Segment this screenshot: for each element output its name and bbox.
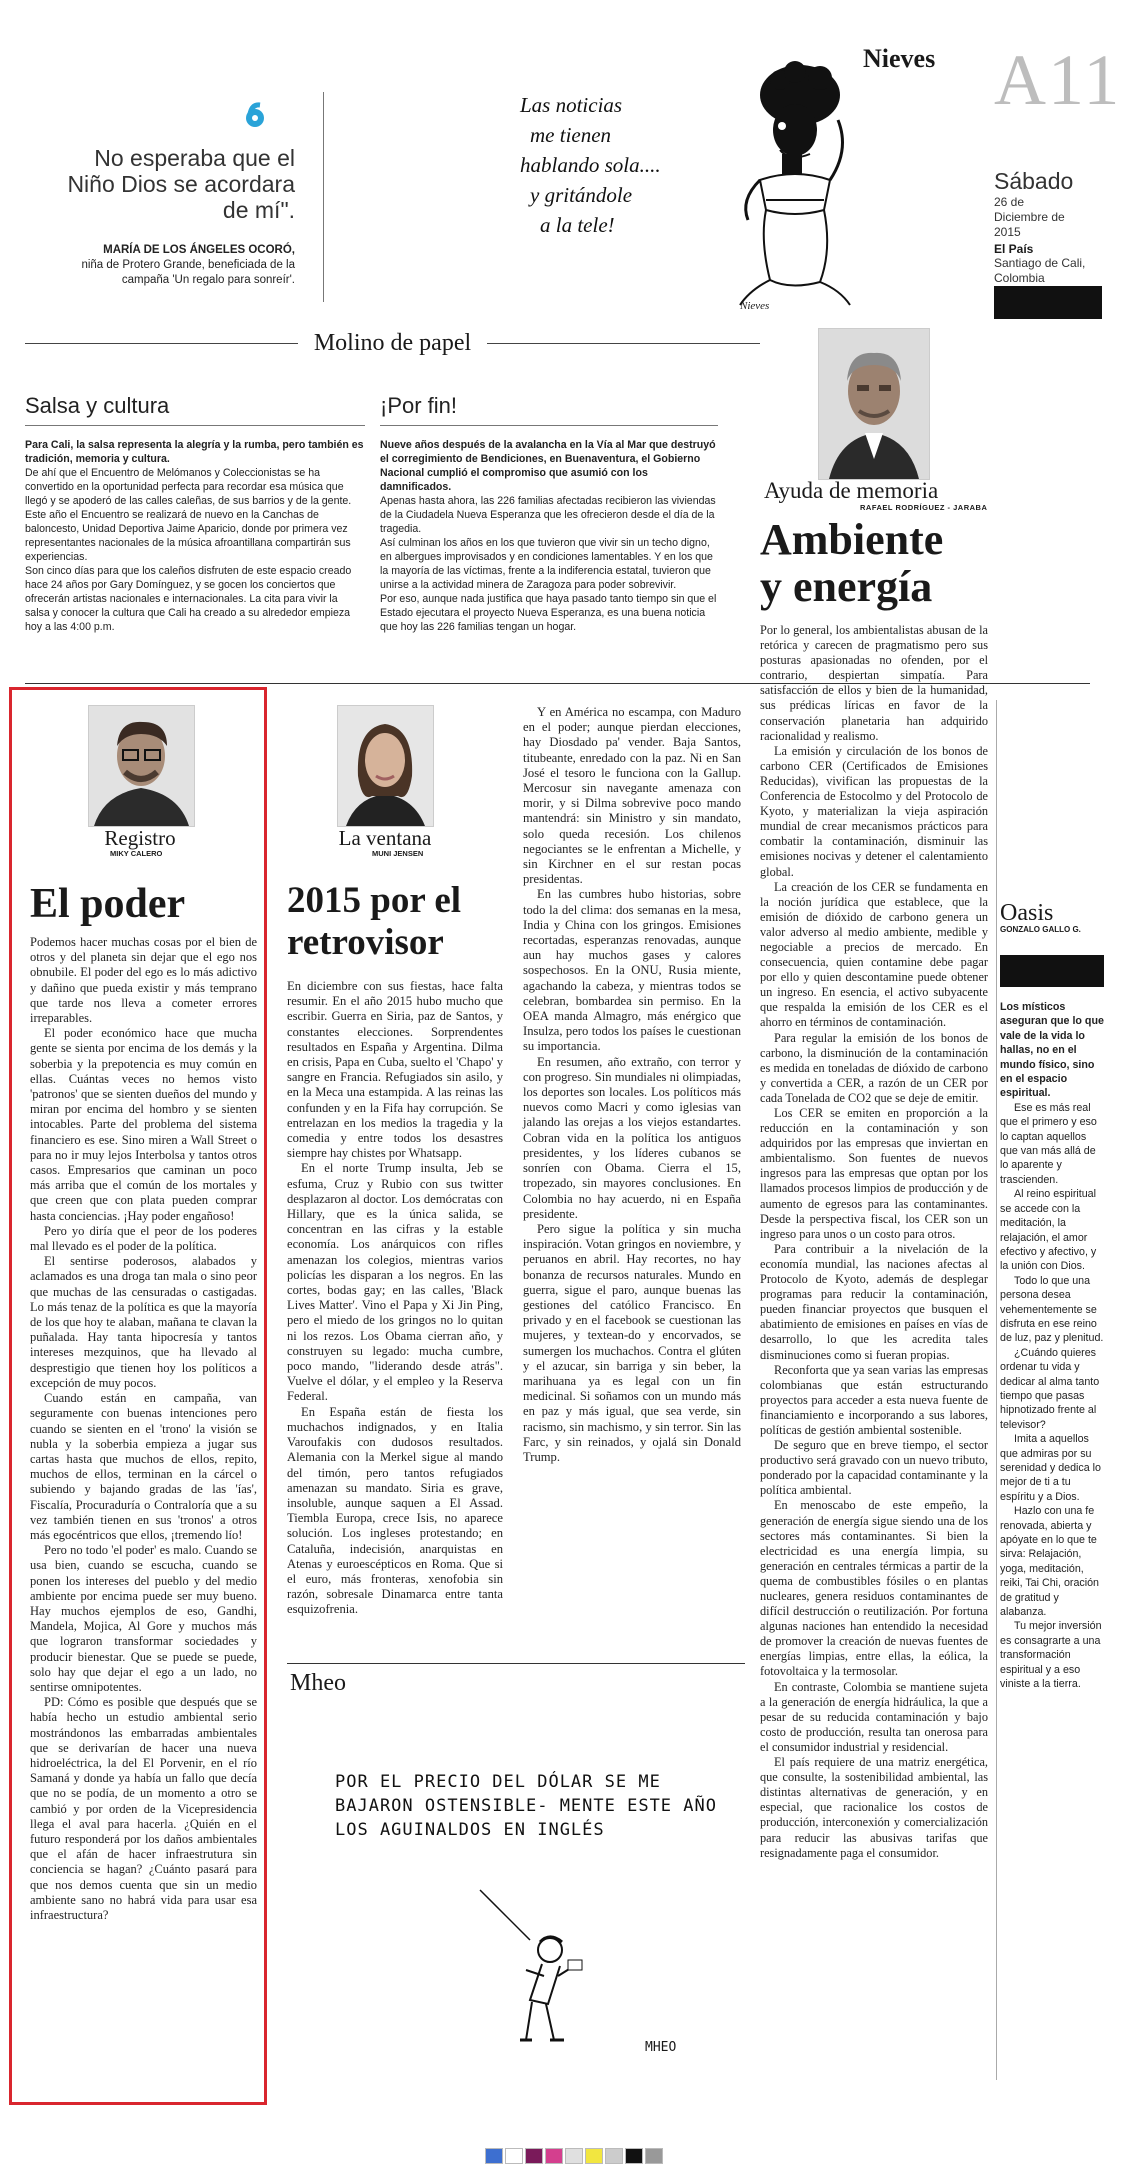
oasis-p5: Imita a aquellos que admiras por su serenidad y dedica lo mejor de ti a tu espíritu y a Dios. bbox=[1000, 1433, 1102, 1503]
registro-p4: El sentirse poderosos, alabados y aclamados es una droga tan mala o sino peor que muchas de las censuradas o castigadas. Lo más tenaz de la política es que la mayoría de los que hoy te alaban, mañana te clavan la puñalada. Hay tanta hipocresía y tantos intereses mezquinos, que ha llevado al desprestigio que tienen hoy los políticos a excepción de muy pocos. bbox=[30, 1254, 257, 1390]
ventana-author: MUNI JENSEN bbox=[372, 849, 424, 858]
mheo-rule bbox=[287, 1663, 745, 1664]
oasis-p2: Al reino espiritual se accede con la meditación, la relajación, el amor efectivo y afectivo, y la unión con Dios. bbox=[1000, 1188, 1097, 1273]
city: Santiago de Cali, Colombia bbox=[994, 256, 1086, 285]
mheo-title: Mheo bbox=[290, 1670, 346, 1696]
oasis-black-bar bbox=[1000, 955, 1104, 987]
ayuda-p7: Reconforta que ya sean varias las empresas colombianas que están estructurando proyectos para acceder a esta nueva fuente de financiamiento e incorporando a sus labores, políticas de gestión ambiental sostenible. bbox=[760, 1362, 988, 1437]
oasis-p7: Tu mejor inversión es consagrarte a una transformación espiritual y a eso viniste a la tierra. bbox=[1000, 1620, 1102, 1691]
ventana-body-col2 bbox=[523, 705, 741, 1465]
ventana-p5: En las cumbres hubo historias, sobre todo la del clima: dos semanas en la mesa, India y China con los gringos. Emisiones recortadas, esperanzas renovadas, aunque aun hay muchos gases y calores sospechosos. En la ONU, Rusia miente, agachando la cabeza, y mientras todos se celebran, bombardea sin permiso. En la OEA manda Almagro, más enérgico que Insulza, pero todos los países le cuestionan su importancia. bbox=[523, 887, 741, 1054]
ventana-body-col1 bbox=[287, 979, 503, 1618]
mheo-drawing bbox=[470, 1880, 650, 2060]
ayuda-p2: La emisión y circulación de los bonos de carbono CER (Certificados de Emisiones Reducidas), vivifican las propuestas de la Conferencia de Estocolmo y del Protocolo de Kyoto, y materializan la vieja aspiración mundial de crear mecanismos prácticos para combatir la contaminación, disminuir las emisiones nocivas y detener el calentamiento global. bbox=[760, 743, 988, 879]
quote-attribution bbox=[60, 243, 295, 288]
registro-title: El poder bbox=[30, 881, 186, 927]
cartoon-line-1: Las noticias bbox=[520, 93, 623, 117]
salsa-lead: Para Cali, la salsa representa la alegría y la rumba, pero también es tradición, memoria y cultura. bbox=[25, 439, 364, 465]
ventana-p6: En resumen, año extraño, con terror y con progreso. Sin mundiales ni olimpiadas, los deportes son locales. Los políticos más nuevos como Macri y como iglesias van jalando las orejas a los viejos estandartes. Cobran vida en la política los antiguos presidentes, y los líderes cubanos se sonríen con Obama. Cierra el 15, tropezado, sin mayores conclusiones. En Colombia no hay acuerdo, ni en España presidente. bbox=[523, 1054, 741, 1221]
ayuda-p6: Para contribuir a la nivelación de la economía mundial, las naciones afectas al Protocolo de Kyoto, además de desplegar programas para reducir la contaminación, pueden financiar proyectos que busquen el abatimiento de emisiones en países en vías de desarrollo, lo que les acredita tales disminuciones como si fueran propias. bbox=[760, 1241, 988, 1362]
ventana-p2: En el norte Trump insulta, Jeb se esfuma, Cruz y Rubio con sus twitter desplazaron al doctor. Los demócratas con Hillary, que es la única salida, se concentran en las cifras y la estable economía. Los anárquicos con rifles amenazan los colegios, mientras varios policías les disparan a los negros. En las cortes, bodas gay; en las calles, 'Black Lives Matter'. Vino el Papa y Xi Jin Ping, pero el miedo de los gringos no lo quitan ni los rezos. Los Obama cierran año, y construyen su legado: mucha cumbre, poco mando, "liderando desde atrás". Vuelve el dólar, y el empleo y la Reserva Federal. bbox=[287, 1161, 503, 1404]
oasis-p4: ¿Cuándo quieres ordenar tu vida y dedicar al alma tanto tiempo que pasas hipnotizado frente al televisor? bbox=[1000, 1346, 1100, 1431]
porfin-p3: Por eso, aunque nada justifica que haya pasado tanto tiempo sin que el Estado ejecutara el proyecto Nueva Esperanza, es una buena noticia que hoy las 226 familias tengan un hogar. bbox=[380, 593, 717, 633]
registro-author: MIKY CALERO bbox=[110, 849, 163, 858]
weekday: Sábado bbox=[994, 168, 1074, 194]
porfin-lead: Nueve años después de la avalancha en la Vía al Mar que destruyó el corregimiento de Bendiciones, en Buenaventura, el Gobierno Nacional cumplió el compromiso que asumió con los damnificados. bbox=[380, 439, 716, 493]
ventana-p3: En España están de fiesta los muchachos indignados, y en Italia Varoufakis con dudosos resultados. Alemania con la Merkel sigue al mando del timón, pero tantos refugiados amenazan su mandato. Siria es grave, insoluble, aunque saquen a El Assad. Tiembla Europa, crece Isis, no aparece solución. Los ingleses protestando; en Cataluña, indecisión, anarquistas en Atenas y euroescépticos en Roma. Que si el euro, más fronteras, xenofobia sin razón, sobresale Dinamarca entre tanta esquizofrenia. bbox=[287, 1404, 503, 1617]
masthead-divider bbox=[323, 92, 324, 302]
oasis-author: GONZALO GALLO G. bbox=[1000, 925, 1081, 934]
color-bar-swatch bbox=[565, 2148, 583, 2164]
salsa-title: Salsa y cultura bbox=[25, 393, 365, 426]
mheo-signature: MHEO bbox=[645, 2040, 677, 2055]
registro-column: Registro bbox=[104, 826, 176, 850]
salsa-p3: Son cinco días para que los caleños disfruten de este espacio creado hace 24 años por Gary Domínguez, y se gocen los conciertos que ofrecerán artistas nacionales e internacionales. La cita para vivir la salsa y conocer la cultura que Cali ha creado a su alrededor empieza hoy a las 4:00 p.m. bbox=[25, 565, 352, 633]
salsa-section bbox=[25, 393, 365, 634]
dateline bbox=[994, 168, 1114, 286]
oasis-p1: Ese es más real que el primero y eso lo captan aquellos que van más allá de lo aparente y trascienden. bbox=[1000, 1101, 1097, 1186]
cartoon-handwriting bbox=[520, 90, 710, 240]
molino-header bbox=[25, 330, 760, 357]
color-bar-swatch bbox=[645, 2148, 663, 2164]
color-bar-swatch bbox=[605, 2148, 623, 2164]
ayuda-p3: La creación de los CER se fundamenta en la noción jurídica que establece, que la emisión de dióxido de carbono genera un valor adverso al medio ambiente, medible y negociable a precios de mercado. En consecuencia, quien contamine debe pagar por ello y quien descontamine puede obtener un ingreso. En esencia, el activo subyacente que respalda la emisión de los CER es el ahorro en términos de contaminación. bbox=[760, 879, 988, 1030]
registro-author-photo bbox=[88, 705, 195, 827]
registro-p2: El poder económico hace que mucha gente se sienta por encima de los demás y la soberbia y la prepotencia es muy común en ellas. Cuántas veces no hemos visto 'patronos' que se sienten dueños del mundo y miran por encima del hombro y se sienten intocables. Parte del problema del sistema financiero es ese. Sino miren a Wall Street o para no ir muy lejos Interbolsa y tantos otros casos. Empresarios que caminan un poco más arriba que el común de los mortales y que creen que con plata pueden comprar hasta conciencias. ¡Hay poder engañoso! bbox=[30, 1026, 257, 1223]
ayuda-body bbox=[760, 623, 988, 1861]
page-number: A11 bbox=[994, 40, 1122, 120]
ayuda-author-photo bbox=[818, 328, 930, 480]
ayuda-author: RAFAEL RODRÍGUEZ - JARABA bbox=[860, 503, 988, 512]
oasis-p6: Hazlo con una fe renovada, abierta y apóyate en lo que te sirva: Relajación, yoga, meditación, reiki, Tai Chi, oración de gratitud y alabanza. bbox=[1000, 1505, 1099, 1619]
molino-title: Molino de papel bbox=[298, 330, 487, 356]
ayuda-p5: Los CER se emiten en proporción a la reducción en la contaminación y son adquiridos por las empresas que inviertan en ambientalismo. Son fuentes de nuevos ingresos para las empresas que optan por los llamados procesos limpios de producción y de aumento de egresos para las contaminantes. Desde la perspectiva fiscal, los CER son un ingreso para unos o un costo para otros. bbox=[760, 1106, 988, 1241]
oasis-column: Oasis bbox=[1000, 900, 1054, 926]
salsa-p1: De ahí que el Encuentro de Melómanos y Coleccionistas se ha convertido en la oportunidad perfecta para recordar esa música que llegó y se apoderó de las calles caleñas, de sus barrios y de la gente. bbox=[25, 467, 352, 507]
porfin-section bbox=[380, 393, 718, 634]
cartoon-line-2: me tienen bbox=[530, 123, 612, 147]
oasis-lead: Los místicos aseguran que lo que vale de la vida lo hallas, no en el mundo físico, sino en el espacio espiritual. bbox=[1000, 1001, 1104, 1100]
date: 26 de Diciembre de 2015 bbox=[994, 195, 1065, 239]
registro-p7: PD: Cómo es posible que después que se había hecho un estudio ambiental serio mostrándonos las embarradas ambientales que se derivarían de hacer una nueva hidroeléctrica, la del El Porvenir, en el río Samaná y donde ya había un fallo que decía que no se podía, de un momento a otro se cambió y por orden de la Vicepresidencia llega el aval para hacerla. ¿Quién en el futuro responderá por los daños ambientales que el afán de hacer infraestrutura sin conciencia se hagan? ¿Cuánto pasará para que nos demos cuenta que sin un medio ambiente sano no habrá vida para usar esa infraestructura? bbox=[30, 1695, 257, 1922]
ventana-author-photo bbox=[337, 705, 434, 827]
color-bar-swatch bbox=[525, 2148, 543, 2164]
porfin-p2: Así culminan los años en los que tuvieron que vivir sin un techo digno, en albergues improvisados y en condiciones lamentables. Y en los que la mayoría de las víctimas, frente a la indiferencia estatal, tuvieron que unirse a la actividad minera de Zaragoza para poder sobrevivir. bbox=[380, 537, 713, 591]
registro-p6: Pero no todo 'el poder' es malo. Cuando se usa bien, cuando se escucha, cuando se ponen los intereses del pueblo y del medio ambiente por encima puede ser muy bueno. Hay muchos ejemplos de eso, Gandhi, Mandela, Mojica, Al Gore y muchos más que lograron transformar sociedades y producir bienestar. Que se puede se puede, solo hay que dejar el ego a un lado, no sentirse omnipotentes. bbox=[30, 1543, 257, 1694]
salsa-p2: Este año el Encuentro se realizará de nuevo en la Canchas de baloncesto, Unidad Deportiva Jaime Aparicio, donde por primera vez representantes nacionales de la música afroantillana compartirán sus experiencias. bbox=[25, 509, 351, 563]
ayuda-p9: En menoscabo de este empeño, la generación de energía sigue siendo una de los sectores más contaminantes. Si bien la electricidad es una energía limpia, su generación en centrales térmicas a partir de la quema de combustibles fósiles o en plantas nucleares, genera residuos contaminantes de difícil destrucción o reutilización. Por fortuna algunas naciones han entendido la necesidad de promover la creación de nuevas fuentes de energías limpias, entre ellas, la eólica, la fotovoltaica y la termosolar. bbox=[760, 1498, 988, 1679]
ayuda-p11: El país requiere de una matriz energética, que consulte, la sostenibilidad ambiental, las distintas alternativas de generación, y en especial, que racionalice los costos de producción, interconexión y comercialización para reducir las abusivas tarifas que resignadamente paga el consumidor. bbox=[760, 1755, 988, 1860]
ventana-p7: Pero sigue la política y sin mucha inspiración. Votan gringos en noviembre, y peruanos en abril. Hay recortes, no hay bonanza de recursos naturales. Mundo en guerra, sigue el paro, aunque buenas las gestiones del católico Francisco. En privado y en el facebook se cuestionan las mujeres, y textean-do y encorvados, se sumergen los muchachos. Contra el glúten y el azucar, sin barriga y sin beber, la marihuana ya es legal con un fin medicinal. Si soñamos con un mundo más en paz y más igual, que sea verde, sin racismo, sin machismo, y sin terror. Sin las Farc, y sin reinados, y ojalá sin Donald Trump. bbox=[523, 1221, 741, 1464]
cartoon-line-3: hablando sola.... bbox=[520, 153, 661, 177]
registro-p1: Podemos hacer muchas cosas por el bien de otros y del planeta sin dejar que el ego nos obnubile. El poder del ego es lo más adictivo y dañino que pueda existir y más temprano que tarde nos lleva a cometer errores irreparables. bbox=[30, 935, 257, 1026]
registro-p3: Pero yo diría que el peor de los poderes mal llevado es el poder de la política. bbox=[30, 1223, 257, 1254]
color-bar-swatch bbox=[625, 2148, 643, 2164]
mheo-caption: POR EL PRECIO DEL DÓLAR SE ME BAJARON OSTENSIBLE- MENTE ESTE AÑO LOS AGUINALDOS EN INGLÉS bbox=[335, 1772, 717, 1840]
section-name: Nieves bbox=[863, 44, 936, 73]
cartoon-line-4: y gritándole bbox=[530, 183, 633, 207]
quote-icon bbox=[240, 100, 270, 130]
ayuda-title: Ambiente y energía bbox=[760, 515, 944, 611]
quote-author: MARÍA DE LOS ÁNGELES OCORÓ, bbox=[103, 244, 295, 256]
paper-name: El País bbox=[994, 242, 1034, 256]
color-bar-swatch bbox=[585, 2148, 603, 2164]
color-bar-swatch bbox=[505, 2148, 523, 2164]
color-bar-swatch bbox=[545, 2148, 563, 2164]
ayuda-p10: En contraste, Colombia se mantiene sujeta a la generación de energía hidráulica, la que a pesar de su reducida contaminación y bajo costo de producción, resulta tan onerosa para el consumidor industrial y residencial. bbox=[760, 1679, 988, 1754]
ventana-p4: Y en América no escampa, con Maduro en el poder; aunque pierdan elecciones, hay Diosdado pa' vender. Baja Santos, titubeante, enredado con la paz. Ni en San José el tesoro le funciona con la Gallup. Mercosur sin navegante amenaza con morir, y si Dilma sobrevive poco mando mantendrá: sin Ministro y sin mandato, solo queda recesión. Los chilenos negociantes se le enfrentan a Michelle, y sin Kirchner en el sur restan pocas presidentas. bbox=[523, 705, 741, 887]
cartoon-woman-drawing bbox=[720, 50, 870, 320]
quote-text: No esperaba que el Niño Dios se acordara de mí". bbox=[67, 145, 295, 223]
masthead-black-bar bbox=[994, 286, 1102, 319]
ayuda-p8: De seguro que en breve tiempo, el sector productivo será gravado con un nuevo tributo, ponderado por la capacidad contaminante y la política ambiental. bbox=[760, 1438, 988, 1498]
ayuda-column: Ayuda de memoria bbox=[764, 478, 939, 503]
ventana-p1: En diciembre con sus fiestas, hace falta resumir. En el año 2015 hubo mucho que escribir. Guerra en Siria, paz de Santos, y constantes elecciones. Sorprendentes resultados en España y Argentina. Dilma en crisis, Papa en Cuba, suelto el 'Chapo' y sangre en Francia. Refugiados sin asilo, y en la Meca una estampida. A las reinas las confunden y en la Fifa hay corrupción. Se entrelazan en los medios la tragedia y la comedia y entre todos los desastres siempre hay chistes por Whatsapp. bbox=[287, 979, 503, 1161]
print-color-bar bbox=[485, 2148, 665, 2162]
oasis-divider bbox=[996, 700, 997, 2080]
oasis-body bbox=[1000, 1000, 1105, 1692]
color-bar-swatch bbox=[485, 2148, 503, 2164]
ventana-title: 2015 por el retrovisor bbox=[287, 880, 462, 963]
ayuda-p4: Para regular la emisión de los bonos de carbono, la disminución de la contaminación es medida en toneladas de dióxido de carbono y convertida a CER, a razón de un CER por cada Tonelada de CO2 que se deje de emitir. bbox=[760, 1030, 988, 1105]
porfin-title: ¡Por fin! bbox=[380, 393, 718, 426]
cartoon-signature: Nieves bbox=[740, 300, 770, 312]
registro-body bbox=[30, 935, 257, 1923]
quote-author-desc: niña de Protero Grande, beneficiada de la campaña 'Un regalo para sonreír'. bbox=[81, 259, 295, 286]
porfin-p1: Apenas hasta ahora, las 226 familias afectadas recibieron las viviendas de la Ciudadela Nueva Esperanza que les ofrecieron desde el día de la tragedia. bbox=[380, 495, 716, 535]
ventana-column: La ventana bbox=[338, 826, 432, 850]
salsa-body bbox=[25, 438, 365, 634]
ayuda-p1: Por lo general, los ambientalistas abusan de la retórica y carecen de pragmatismo pero sus posturas apasionadas no ofenden, por el contrario, despiertan simpatía. Para satisfacción de ellos y bien de la humanidad, sus prédicas líricas en favor de la conservación planetaria han adquirido racionalidad y realismo. bbox=[760, 623, 988, 743]
porfin-body bbox=[380, 438, 718, 634]
registro-p5: Cuando están en campaña, van seguramente con buenas intenciones pero cuando se sienten en el 'trono' la visión se nubla y la soberbia empieza a jugar sus cartas hasta que muchos de ellos, repito, muchos de ellos, terminan en la cárcel o subiendo y bajando gradas de las 'ías', Fiscalía, Procuraduría o Contraloría que a su vez también tienen en sus 'tronos' a otros más egocéntricos que ellos, ¡tremendo lío! bbox=[30, 1391, 257, 1542]
cartoon-line-5: a la tele! bbox=[540, 213, 615, 237]
oasis-p3: Todo lo que una persona desea vehementemente se disfruta en ese reino de luz, paz y plenitud. bbox=[1000, 1274, 1104, 1345]
